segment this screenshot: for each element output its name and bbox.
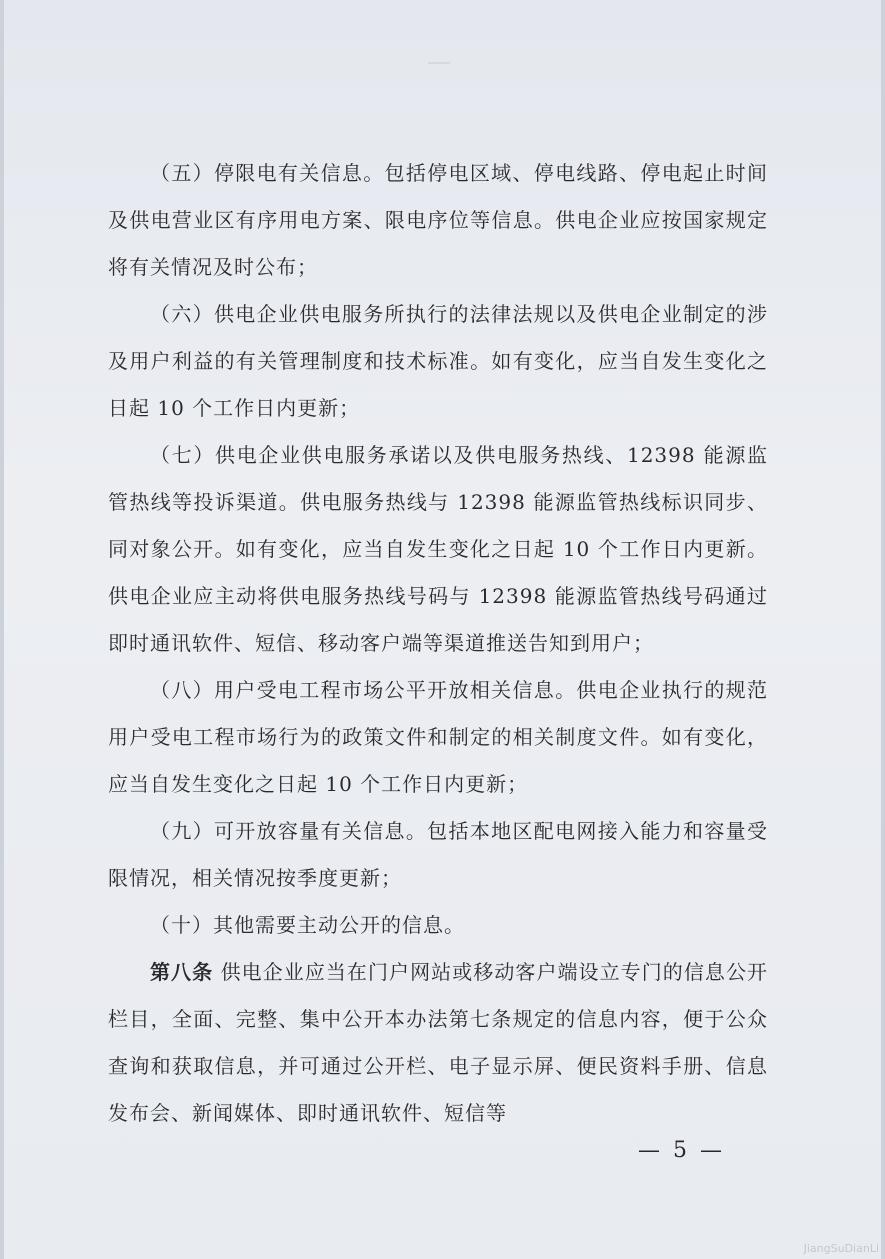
item-6-paragraph: （六）供电企业供电服务所执行的法律法规以及供电企业制定的涉及用户利益的有关管理制度和技术标准。如有变化，应当自发生变化之日起 10 个工作日内更新； — [108, 302, 768, 420]
item-5-paragraph: （五）停限电有关信息。包括停电区域、停电线路、停电起止时间及供电营业区有序用电方案、限电序位等信息。供电企业应按国家规定将有关情况及时公布； — [108, 161, 768, 279]
document-body — [108, 150, 768, 1137]
left-scan-edge — [0, 0, 4, 1259]
item-9-paragraph: （九）可开放容量有关信息。包括本地区配电网接入能力和容量受限情况，相关情况按季度更新； — [108, 819, 768, 890]
page-number: — 5 — — [638, 1138, 725, 1163]
corner-watermark: JiangSuDianLi — [803, 1242, 879, 1255]
item-7-paragraph: （七）供电企业供电服务承诺以及供电服务热线、12398 能源监管热线等投诉渠道。供电服务热线与 12398 能源监管热线标识同步、同对象公开。如有变化，应当自发生变化之日起 10 个工作日内更新。供电企业应主动将供电服务热线号码与 12398 能源监管热线号码通过即时通讯软件、短信、移动客户端等渠道推送告知到用户； — [108, 443, 768, 655]
right-scan-edge — [881, 0, 885, 1259]
article-8-text: 供电企业应当在门户网站或移动客户端设立专门的信息公开栏目，全面、完整、集中公开本办法第七条规定的信息内容，便于公众查询和获取信息，并可通过公开栏、电子显示屏、便民资料手册、信息发布会、新闻媒体、即时通讯软件、短信等 — [108, 960, 769, 1125]
paper-mark — [428, 62, 450, 74]
article-8-heading: 第八条 — [150, 960, 214, 984]
item-10-paragraph: （十）其他需要主动公开的信息。 — [150, 913, 465, 937]
item-8-paragraph: （八）用户受电工程市场公平开放相关信息。供电企业执行的规范用户受电工程市场行为的政策文件和制定的相关制度文件。如有变化，应当自发生变化之日起 10 个工作日内更新； — [108, 678, 768, 796]
article-8-paragraph — [108, 949, 768, 1137]
faded-header-ghost — [340, 0, 540, 22]
